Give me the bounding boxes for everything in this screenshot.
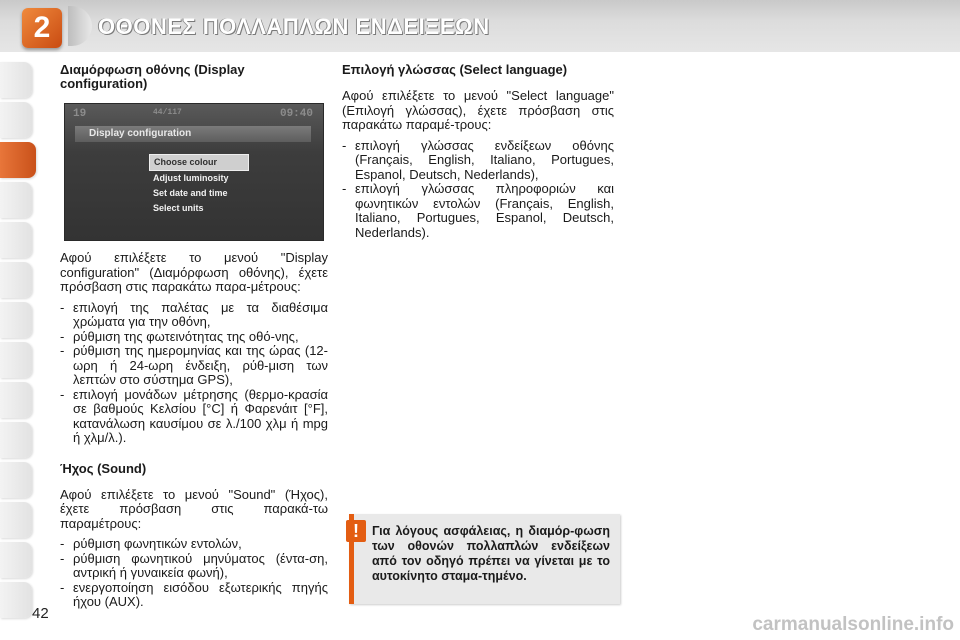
chapter-tab[interactable] (0, 222, 32, 258)
display-config-heading: Διαμόρφωση οθόνης (Display configuration) (60, 62, 245, 91)
chapter-tab[interactable] (0, 502, 32, 538)
watermark: carmanualsonline.info (752, 614, 954, 635)
display-config-intro: Αφού επιλέξετε το μενού "Display configuration" (Διαμόρφωση οθόνης), έχετε πρόσβαση στις παρακάτω παρα-μέτρους: (60, 250, 328, 294)
chapter-tab[interactable] (0, 462, 32, 498)
page-number: 42 (32, 605, 49, 622)
list-item: - επιλογή γλώσσας ενδείξεων οθόνης (Français, English, Italiano, Portugues, Espanol, Deutsch, Nederlands), (342, 139, 614, 183)
chapter-tab[interactable] (0, 182, 32, 218)
sound-intro: Αφού επιλέξετε το μενού "Sound" (Ήχος), έχετε πρόσβαση στις παρακά-τω παραμέτρους: (60, 486, 328, 531)
display-config-screenshot (64, 103, 324, 241)
list-item: - ρύθμιση της φωτεινότητας της οθό-νης, (60, 330, 328, 345)
screen-status-bar (73, 108, 313, 122)
chapter-tab[interactable] (0, 302, 32, 338)
header-decoration (68, 6, 92, 46)
chapter-tab[interactable] (0, 102, 32, 138)
left-column (60, 63, 328, 610)
language-intro: Αφού επιλέξετε το μενού "Select language" (Επιλογή γλώσσας), έχετε πρόσβαση στις παρακάτω παραμέ-τρους: (342, 88, 614, 132)
sound-heading: Ήχος (Sound) (60, 460, 147, 476)
chapter-tab[interactable] (0, 382, 32, 418)
list-item: - επιλογή μονάδων μέτρησης (θερμο-κρασία σε βαθμούς Κελσίου [°C] ή Φαρενάιτ [°F], κατανάλωση καυσίμου σε λ./100 χλμ ή mpg ή χλμ/λ.). (60, 388, 328, 446)
chapter-tab[interactable] (0, 262, 32, 298)
chapter-tab[interactable] (0, 582, 32, 618)
chapter-number-badge: 2 (22, 8, 62, 48)
screen-menu-item: Select units (153, 203, 204, 213)
display-config-list (60, 301, 328, 446)
list-item: - ρύθμιση φωνητικού μηνύματος (έντα-ση, αντρική ή γυναικεία φωνή), (60, 552, 328, 581)
language-heading: Επιλογή γλώσσας (Select language) (342, 62, 568, 77)
screen-menu-item: Choose colour (149, 154, 249, 171)
screen-menu-item: Set date and time (153, 188, 228, 198)
list-item: - ενεργοποίηση εισόδου εξωτερικής πηγής ήχου (AUX). (60, 581, 328, 610)
header-band (0, 0, 960, 52)
screen-clock: 09:40 (279, 108, 313, 120)
list-item: - ρύθμιση φωνητικών εντολών, (60, 537, 328, 552)
page-title: ΟΘΟΝΕΣ ΠΟΛΛΑΠΛΩΝ ΕΝΔΕΙΞΕΩΝ (98, 14, 490, 39)
safety-warning-text: Για λόγους ασφάλειας, η διαμόρ-φωση των οθονών πολλαπλών ενδείξεων από τον οδηγό πρέπει να γίνεται με το αυτοκίνητο σταμα-τημένο. (372, 524, 610, 583)
list-item: - επιλογή της παλέτας με τα διαθέσιμα χρώματα για την οθόνη, (60, 301, 328, 330)
screen-menu-title: Display configuration (75, 126, 311, 142)
chapter-tab-active[interactable] (0, 142, 36, 178)
chapter-tab[interactable] (0, 542, 32, 578)
screen-status-center: 44/117 (153, 108, 182, 117)
chapter-tab[interactable] (0, 422, 32, 458)
safety-warning-box (349, 514, 620, 604)
warning-icon: ! (346, 520, 366, 542)
screen-status-left: 19 (73, 108, 87, 120)
screen-menu (149, 154, 249, 216)
chapter-tab[interactable] (0, 342, 32, 378)
list-item: - ρύθμιση της ημερομηνίας και της ώρας (12-ωρη ή 24-ωρη ένδειξη, ρύθ-μιση των λεπτών στο σύστημα GPS), (60, 344, 328, 388)
language-list (342, 139, 614, 241)
right-column (342, 63, 614, 240)
chapter-tab[interactable] (0, 62, 32, 98)
sound-list (60, 537, 328, 610)
list-item: - επιλογή γλώσσας πληροφοριών και φωνητικών εντολών (Français, English, Italiano, Portugues, Espanol, Deutsch, Nederlands). (342, 182, 614, 240)
screen-menu-item: Adjust luminosity (153, 173, 229, 183)
